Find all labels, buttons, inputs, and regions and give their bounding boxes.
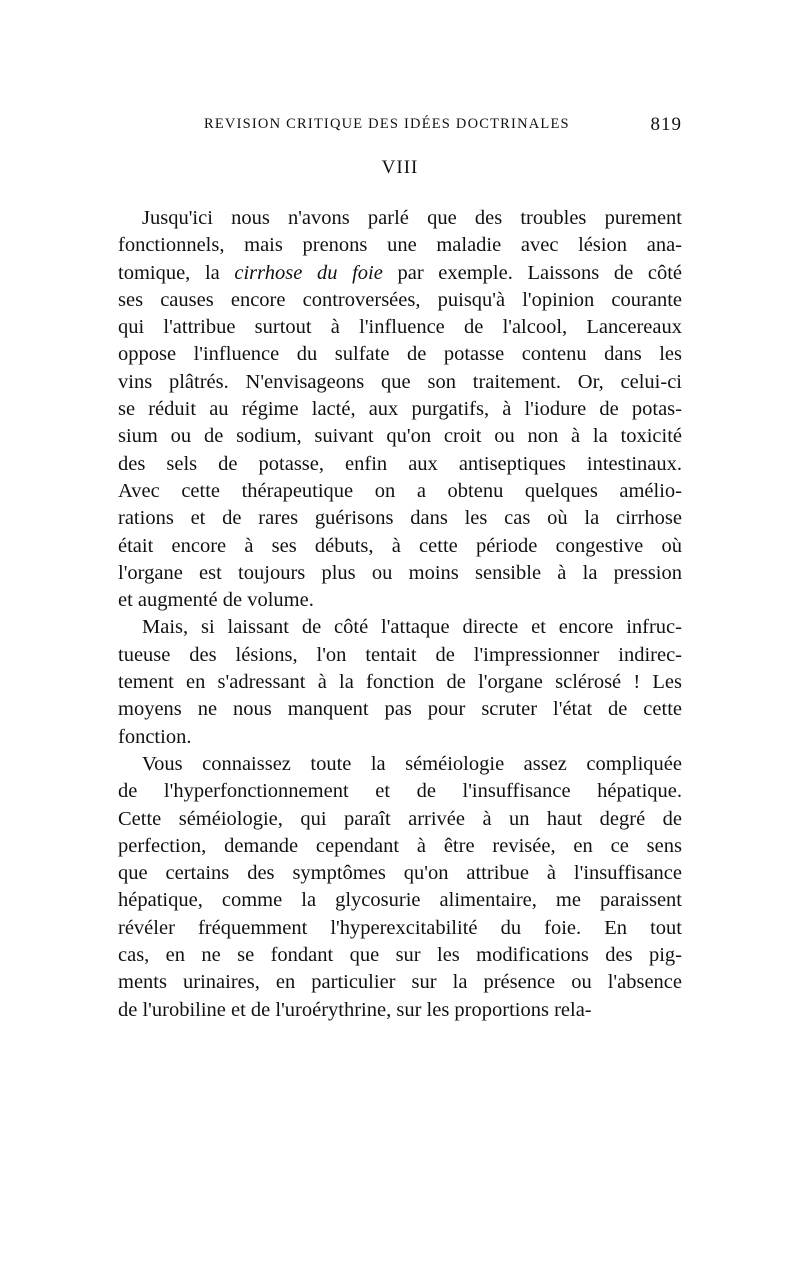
text-line: fonctionnels, mais prenons une maladie avec lésion ana- — [118, 234, 682, 257]
text-line: Jusqu'ici nous n'avons parlé que des troubles purement — [142, 207, 682, 229]
text-line: tueuse des lésions, l'on tentait de l'impressionner indirec- — [118, 643, 682, 666]
text-segment: par exemple. Laissons de côté — [382, 261, 682, 284]
text-line: Cette séméiologie, qui paraît arrivée à un haut degré de — [118, 807, 682, 830]
text-line: cas, en ne se fondant que sur les modifications des pig- — [118, 944, 682, 967]
text-line: vins plâtrés. N'envisageons que son traitement. Or, celui-ci — [118, 370, 682, 393]
text-line: révéler fréquemment l'hyperexcitabilité du foie. En tout — [118, 916, 682, 939]
body-text — [118, 205, 682, 1024]
italic-term: cirrhose du foie — [234, 261, 383, 284]
text-line: fonction. — [118, 725, 192, 748]
paragraph — [118, 751, 682, 1024]
text-line: l'organe est toujours plus ou moins sensible à la pression — [118, 561, 682, 584]
text-line: rations et de rares guérisons dans les cas où la cirrhose — [118, 507, 682, 530]
text-line: de l'urobiline et de l'uroérythrine, sur les proportions rela- — [118, 998, 592, 1021]
running-head — [118, 116, 682, 140]
text-line: qui l'attribue surtout à l'influence de l'alcool, Lancereaux — [118, 316, 682, 339]
text-line: des sels de potasse, enfin aux antiseptiques intestinaux. — [118, 452, 682, 475]
text-line: Avec cette thérapeutique on a obtenu quelques amélio- — [118, 479, 682, 502]
text-line: ses causes encore controversées, puisqu'à l'opinion courante — [118, 288, 682, 311]
text-line: hépatique, comme la glycosurie alimentaire, me paraissent — [118, 889, 682, 912]
text-segment: tomique, la — [118, 261, 235, 284]
text-line: ments urinaires, en particulier sur la présence ou l'absence — [118, 971, 682, 994]
paragraph — [118, 614, 682, 750]
text-line: moyens ne nous manquent pas pour scruter l'état de cette — [118, 698, 682, 721]
text-line: Vous connaissez toute la séméiologie assez compliquée — [142, 752, 682, 775]
text-line — [118, 260, 682, 287]
section-number: VIII — [381, 157, 419, 178]
text-line: et augmenté de volume. — [118, 589, 314, 612]
text-line: tement en s'adressant à la fonction de l'organe sclérosé ! Les — [118, 671, 682, 694]
text-line: perfection, demande cependant à être revisée, en ce sens — [118, 834, 682, 857]
page-number: 819 — [650, 114, 682, 135]
text-line: sium ou de sodium, suivant qu'on croit ou non à la toxicité — [118, 425, 682, 448]
paragraph — [118, 205, 682, 614]
text-line: oppose l'influence du sulfate de potasse contenu dans les — [118, 343, 682, 366]
text-line: que certains des symptômes qu'on attribue à l'insuffisance — [118, 862, 682, 885]
text-line: était encore à ses débuts, à cette période congestive où — [118, 534, 682, 557]
text-line: se réduit au régime lacté, aux purgatifs, à l'iodure de potas- — [118, 398, 682, 421]
running-title: REVISION CRITIQUE DES IDÉES DOCTRINALES — [204, 116, 570, 132]
text-line: de l'hyperfonctionnement et de l'insuffisance hépatique. — [118, 780, 682, 803]
text-line: Mais, si laissant de côté l'attaque directe et encore infruc- — [142, 616, 682, 639]
